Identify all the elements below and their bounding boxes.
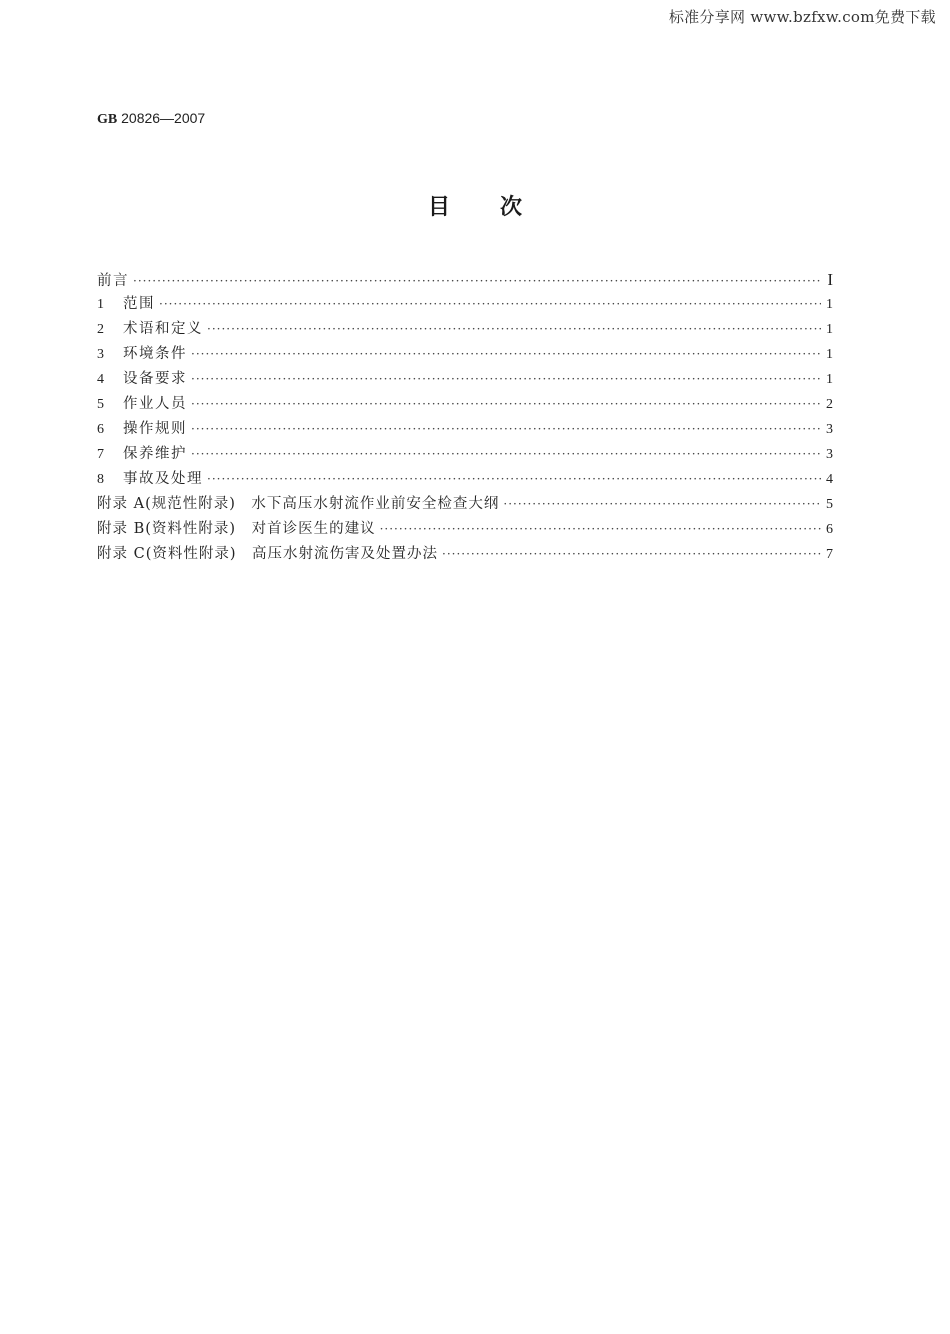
- toc-entry-label: 附录 B(资料性附录) 对首诊医生的建议: [97, 521, 376, 537]
- toc-entry-scope[interactable]: [97, 292, 833, 317]
- toc-leader-dots: [207, 467, 821, 492]
- toc-entry-accidents[interactable]: [97, 467, 833, 492]
- toc-entry-page: 1: [826, 297, 833, 312]
- toc-entry-page: 7: [826, 547, 833, 562]
- toc-leader-dots: [191, 367, 821, 392]
- toc-entry-equipment[interactable]: [97, 367, 833, 392]
- toc-entry-label: 设备要求: [123, 371, 187, 387]
- toc-entry-number: 2: [97, 322, 104, 337]
- toc-leader-dots: [442, 542, 821, 567]
- toc-entry-number: 7: [97, 447, 104, 462]
- toc-entry-number: 8: [97, 472, 104, 487]
- toc-entry-label: 附录 A(规范性附录) 水下高压水射流作业前安全检查大纲: [97, 496, 500, 512]
- toc-entry-page: 2: [826, 397, 833, 412]
- toc-entry-page: 6: [826, 522, 833, 537]
- document-code: [97, 110, 205, 128]
- toc-entry-page: 1: [826, 347, 833, 362]
- toc-leader-dots: [133, 269, 821, 294]
- toc-entry-page: 3: [826, 422, 833, 437]
- toc-leader-dots: [191, 392, 821, 417]
- toc-entry-page: 3: [826, 447, 833, 462]
- toc-entry-environment[interactable]: [97, 342, 833, 367]
- toc-leader-dots: [159, 292, 821, 317]
- toc-entry-maintenance[interactable]: [97, 442, 833, 467]
- toc-entry-appendix-a[interactable]: [97, 492, 833, 517]
- table-of-contents: [97, 267, 833, 567]
- toc-entry-page: 1: [826, 372, 833, 387]
- toc-entry-label: 保养维护: [123, 446, 187, 462]
- toc-entry-appendix-b[interactable]: [97, 517, 833, 542]
- toc-entry-personnel[interactable]: [97, 392, 833, 417]
- toc-entry-foreword[interactable]: [97, 267, 833, 292]
- toc-entry-page: 5: [826, 497, 833, 512]
- toc-entry-label: 前言: [97, 273, 129, 289]
- document-code-prefix: GB: [97, 112, 118, 127]
- toc-entry-label: 术语和定义: [123, 321, 203, 337]
- toc-leader-dots: [191, 442, 821, 467]
- toc-entry-label: 操作规则: [123, 421, 187, 437]
- toc-leader-dots: [503, 492, 821, 517]
- toc-entry-number: 4: [97, 372, 104, 387]
- document-code-number: 20826—2007: [121, 110, 206, 126]
- toc-entry-appendix-c[interactable]: [97, 542, 833, 567]
- toc-leader-dots: [191, 342, 821, 367]
- toc-entry-number: 3: [97, 347, 104, 362]
- toc-entry-label: 作业人员: [123, 396, 187, 412]
- toc-leader-dots: [191, 417, 821, 442]
- toc-entry-label: 事故及处理: [123, 471, 203, 487]
- toc-entry-label: 环境条件: [123, 346, 187, 362]
- toc-leader-dots: [380, 517, 821, 542]
- toc-entry-number: 6: [97, 422, 104, 437]
- page-title: 目次: [427, 195, 572, 220]
- toc-leader-dots: [207, 317, 821, 342]
- toc-entry-terms[interactable]: [97, 317, 833, 342]
- watermark-text: 标准分享网 www.bzfxw.com免费下载: [668, 8, 936, 26]
- toc-entry-page: I: [827, 270, 833, 289]
- toc-entry-page: 4: [826, 472, 833, 487]
- toc-entry-number: 5: [97, 397, 104, 412]
- toc-entry-operation-rules[interactable]: [97, 417, 833, 442]
- toc-entry-page: 1: [826, 322, 833, 337]
- toc-entry-number: 1: [97, 297, 104, 312]
- toc-entry-label: 附录 C(资料性附录) 高压水射流伤害及处置办法: [97, 546, 439, 562]
- toc-entry-label: 范围: [123, 296, 155, 312]
